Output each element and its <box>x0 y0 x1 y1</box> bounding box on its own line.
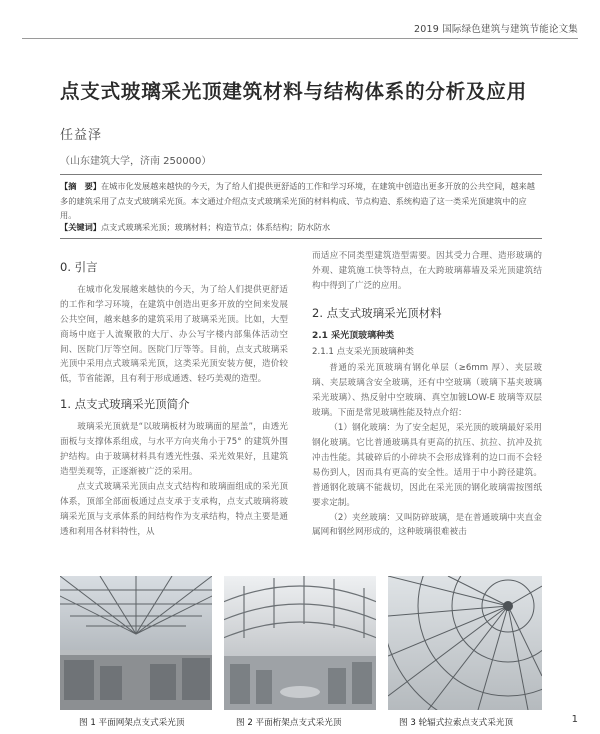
body-right-column <box>312 249 542 540</box>
figure-1-photo <box>60 576 212 710</box>
body-paragraph: 普通的采光顶玻璃有钢化单层（≥6mm 厚）、夹层玻璃、夹层玻璃含安全玻璃，还有中空玻璃（玻璃下基夹玻璃采光玻璃）、热反射中空玻璃、真空加镀LOW-E 玻璃等双层玻璃。下面是常见玻璃性能及特点介绍： <box>312 363 542 419</box>
body-paragraph: 在城市化发展越来越快的今天，为了给人们提供更舒适的工作和学习环境，在建筑中创造出更多开放的空间来发展公共空间，越来越多的建筑采用了玻璃采光顶。比如，大型商场中庭于人流聚散的大厅、办公写字楼内部集体活动空间、医院门厅等空间。医院门厅等等。目前，点支式玻璃采光顶中采用点式玻璃采光顶，这类采光顶安装方便，造价较低，节省能源，且有利于形成通透、轻巧美观的造型。 <box>60 284 288 385</box>
figure-2-photo <box>224 576 376 710</box>
body-paragraph: （2）夹丝玻璃：又叫防碎玻璃，是在普通玻璃中夹直金属网和钢丝网形成的，这种玻璃很难被击 <box>312 512 542 538</box>
header-rule <box>22 38 578 39</box>
keywords-label: 【关键词】 <box>60 222 101 232</box>
section-heading: 1. 点支式玻璃采光顶简介 <box>60 397 190 412</box>
figure-3-photo <box>388 576 542 710</box>
abstract-top-rule <box>60 174 542 175</box>
body-left-column <box>60 260 288 539</box>
keywords <box>60 220 542 235</box>
figure-2-caption: 图 2 平面桁架点支式采光顶 <box>236 718 342 728</box>
body-paragraph: 玻璃采光顶就是“以玻璃板材为玻璃面的屋盖”，由透光面板与支撑体系组成，与水平方向夹角小于75° 的建筑外围护结构。由于玻璃材料具有透光性强、采光效果好，且建筑造型美观等，正逐渐被广泛的采用。 <box>60 422 288 477</box>
keywords-text: 点支式玻璃采光顶；玻璃材料；构造节点；体系结构；防水防水 <box>100 222 331 232</box>
page-number: 1 <box>571 714 578 725</box>
abstract-label: 【摘 要】 <box>60 181 101 191</box>
body-paragraph: （1）钢化玻璃：为了安全起见，采光顶的玻璃最好采用钢化玻璃。它比普通玻璃具有更高的抗压、抗拉、抗冲及抗冲击性能。其破碎后的小碎块不会形成锋利的边口而不会轻易伤到人，因而具有更高的安全性。适用于中小跨径建筑。普通钢化玻璃不能裁切，因此在采光顶的钢化玻璃需按图纸要求定制。 <box>312 423 542 508</box>
author-name: 任益泽 <box>60 128 103 143</box>
running-header: 2019 国际绿色建筑与建筑节能论文集 <box>414 24 578 35</box>
figure-1-caption: 图 1 平面网架点支式采光顶 <box>79 718 185 728</box>
abstract <box>60 179 542 223</box>
article-title: 点支式玻璃采光顶建筑材料与结构体系的分析及应用 <box>60 80 527 103</box>
abstract-text: 在城市化发展越来越快的今天，为了给人们提供更舒适的工作和学习环境，在建筑中创造出更多开放的公共空间，越来越多的建筑采用了点支式玻璃采光顶。本文通过介绍点支式玻璃采光顶的材料构成、节点构造、系统构造了这一类采光顶建筑中的应用。 <box>60 181 535 220</box>
section-heading: 2. 点支式玻璃采光顶材料 <box>312 305 442 320</box>
body-paragraph: 点支式玻璃采光顶由点支式结构和玻璃面组成的采光顶体系，顶部全部面板通过点支承于支承构，点支式玻璃将玻璃采光顶与支承体系的间结构作为支承结构，特点主要是通透和利用各材料特性，从 <box>60 481 288 537</box>
figure-3-caption: 图 3 轮辐式拉索点支式采光顶 <box>399 718 514 728</box>
abstract-bottom-rule <box>60 238 542 239</box>
section-heading: 0. 引言 <box>60 260 98 274</box>
subsection-heading: 2.1 采光顶玻璃种类 <box>312 330 395 341</box>
author-affiliation: （山东建筑大学，济南 250000） <box>60 156 212 167</box>
subsubsection-heading: 2.1.1 点支采光顶玻璃种类 <box>312 346 414 357</box>
body-paragraph: 而适应不同类型建筑造型需要。因其受力合理、造形玻璃的外观、建筑施工快等特点，在大跨玻璃幕墙及采光顶建筑结构中得到了广泛的应用。 <box>312 251 542 291</box>
